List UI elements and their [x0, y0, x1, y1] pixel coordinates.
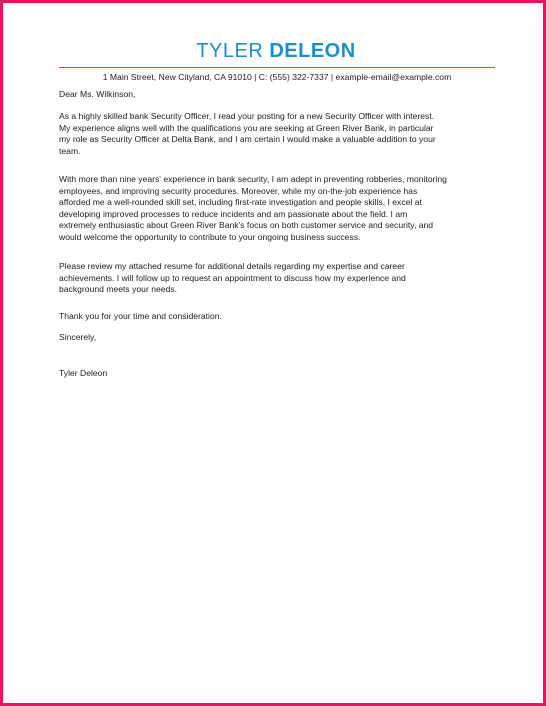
paragraph-2 — [59, 174, 499, 244]
paragraph-1-line: My experience aligns well with the qualifications you are seeking at Green River Bank, in particular — [59, 122, 434, 133]
signature — [59, 368, 499, 380]
letterhead-name — [3, 39, 546, 63]
contact-info: 1 Main Street, New Cityland, CA 91010 | C: (555) 322-7337 | example-email@example.com — [102, 72, 452, 82]
closing-text: Sincerely, — [59, 332, 97, 342]
paragraph-2-line: afforded me a well-rounded skill set, including first-rate investigation and people skills, I excel at — [59, 197, 422, 208]
paragraph-3-line: Please review my attached resume for additional details regarding my expertise and career — [59, 261, 405, 271]
paragraph-1-line: my role as Security Officer at Delta Bank, and I am certain I would make a valuable addition to your — [59, 134, 436, 145]
paragraph-2-line: With more than nine years' experience in bank security, I am adept in preventing robberies, monitoring — [59, 174, 447, 184]
paragraph-1 — [59, 111, 499, 157]
header-divider — [59, 67, 495, 68]
paragraph-3 — [59, 261, 499, 296]
paragraph-2-line: developing improved processes to reduce incidents and am passionate about the field. I am — [59, 208, 408, 219]
thanks-text: Thank you for your time and consideration. — [59, 311, 222, 321]
paragraph-1-line: team. — [59, 145, 81, 156]
salutation — [59, 89, 499, 101]
signature-text: Tyler Deleon — [59, 368, 108, 378]
paragraph-2-line: extremely enthusiastic about Green River Bank's focus on both customer service and security, and — [59, 220, 434, 231]
first-name: TYLER — [196, 40, 264, 62]
paragraph-3-line: achievements. I will follow up to request an appointment to discuss how my experience and — [59, 272, 406, 283]
closing — [59, 332, 499, 344]
salutation-text: Dear Ms. Wilkinson, — [59, 89, 136, 99]
paragraph-2-line: employees, and improving security procedures. Moreover, while my on-the-job experience has — [59, 185, 418, 196]
paragraph-1-line: As a highly skilled bank Security Officer, I read your posting for a new Security Officer with interest. — [59, 111, 435, 121]
last-name: DELEON — [269, 40, 356, 62]
paragraph-3-line: background meets your needs. — [59, 284, 177, 295]
thanks — [59, 311, 499, 323]
paragraph-2-line: would welcome the opportunity to contribute to your ongoing business success. — [59, 231, 361, 242]
